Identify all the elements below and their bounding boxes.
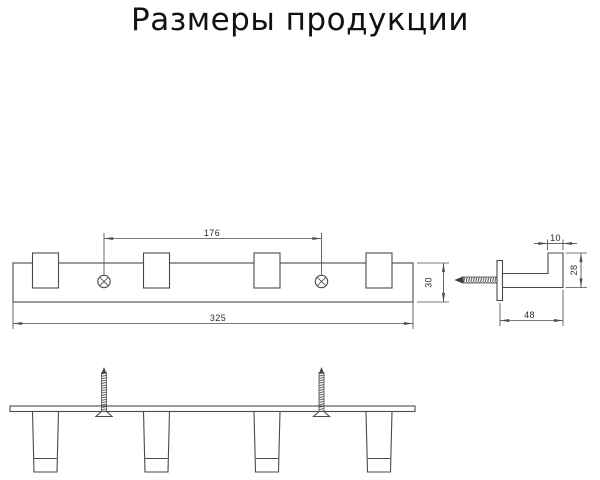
hook-front-1 xyxy=(33,253,59,288)
bottom-view xyxy=(10,367,415,472)
dim-label-hook-depth: 48 xyxy=(524,310,535,320)
rail-bottom xyxy=(10,406,415,412)
front-view xyxy=(13,228,449,329)
hook-bottom-3 xyxy=(254,412,280,473)
hook-front-4 xyxy=(366,253,392,288)
hook-front-3 xyxy=(254,253,280,288)
phillips-screw-icon xyxy=(98,275,110,287)
hook-bottom-4 xyxy=(366,412,392,473)
dim-label-hook-tip-width: 10 xyxy=(550,233,561,243)
side-view xyxy=(456,233,588,326)
dimension-hook-tip-height xyxy=(566,253,588,288)
hook-bottom-1 xyxy=(33,412,59,473)
dim-label-hook-tip-height: 28 xyxy=(569,264,579,276)
dimension-hook-depth xyxy=(500,290,563,326)
rail-front xyxy=(13,263,413,302)
hook-profile-side xyxy=(503,253,564,288)
page-title: Размеры продукции xyxy=(131,2,469,38)
dim-label-rail-height: 30 xyxy=(423,277,434,288)
phillips-screw-icon xyxy=(315,275,327,287)
hook-bottom-2 xyxy=(144,412,170,473)
dimension-rail-height xyxy=(417,263,449,302)
dimension-hook-tip-width xyxy=(534,233,577,250)
hook-front-2 xyxy=(144,253,170,288)
dim-label-total-length: 325 xyxy=(209,313,227,323)
screw-side-icon xyxy=(456,277,498,283)
wall-plate-side xyxy=(497,261,503,301)
dimension-total-length xyxy=(13,303,413,330)
dim-label-screw-spacing: 176 xyxy=(203,228,221,238)
